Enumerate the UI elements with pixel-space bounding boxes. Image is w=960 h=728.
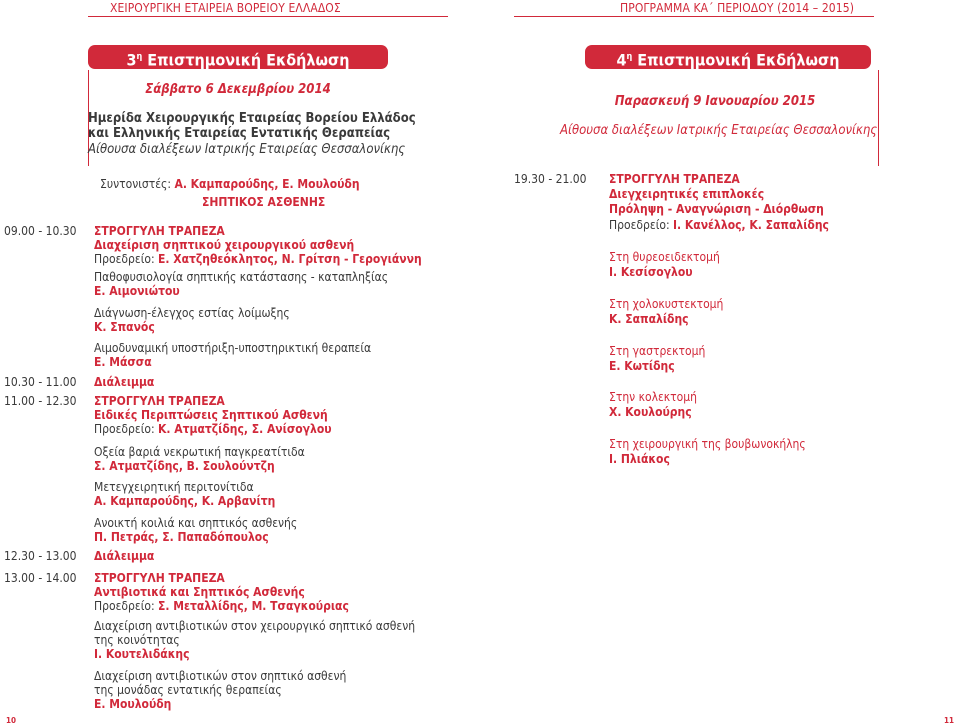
event-subtitle-line2: και Ελληνικής Εταιρείας Εντατικής Θεραπείας [88, 126, 391, 141]
chairs-line [94, 422, 332, 436]
talk-speaker: Ε. Μάσσα [94, 355, 152, 369]
talk-title-continued: της κοινότητας [94, 633, 180, 647]
right-vertical-rule [878, 70, 879, 166]
page-number-right: 11 [944, 716, 955, 725]
break-label: Διάλειμμα [94, 375, 155, 389]
talk-title: Στη θυρεοειδεκτομή [609, 250, 720, 264]
talk-speaker: Ι. Πλιάκος [609, 452, 670, 466]
talk-title: Στη γαστρεκτομή [609, 344, 706, 358]
event-title: Επιστημονική Εκδήλωση [142, 50, 350, 70]
coordinators-names: Α. Καμπαρούδης, Ε. Μουλούδη [174, 177, 360, 191]
talk-title: Αιμοδυναμική υποστήριξη-υποστηρικτική θεραπεία [94, 341, 372, 355]
section-title: ΣΗΠΤΙΚΟΣ ΑΣΘΕΝΗΣ [202, 195, 326, 209]
session-time: 19.30 - 21.00 [514, 172, 587, 186]
event-venue-left: Αίθουσα διαλέξεων Ιατρικής Εταιρείας Θεσσαλονίκης [88, 142, 406, 157]
session-subtitle: Ειδικές Περιπτώσεις Σηπτικού Ασθενή [94, 408, 328, 422]
talk-title: Διάγνωση-έλεγχος εστίας λοίμωξης [94, 306, 290, 320]
talk-title: Διαχείριση αντιβιοτικών στον σηπτικό ασθενή [94, 669, 347, 683]
chairs-names: Ι. Κανέλλος, Κ. Σαπαλίδης [673, 218, 829, 232]
session-heading: ΣΤΡΟΓΓΥΛΗ ΤΡΑΠΕΖΑ [94, 224, 225, 238]
talk-speaker: Κ. Σπανός [94, 320, 155, 334]
coordinators-label: Συντονιστές: [100, 177, 175, 191]
header-rule-left [88, 16, 448, 17]
chairs-label: Προεδρείο: [94, 252, 159, 266]
talk-title: Στη χειρουργική της βουβωνοκήλης [609, 437, 806, 451]
talk-title: Παθοφυσιολογία σηπτικής κατάστασης - καταπληξίας [94, 270, 389, 284]
talk-title: Οξεία βαριά νεκρωτική παγκρεατίτιδα [94, 445, 305, 459]
talk-speaker: Ε. Αιμονιώτου [94, 284, 180, 298]
chairs-line [609, 218, 829, 232]
event-venue-right: Αίθουσα διαλέξεων Ιατρικής Εταιρείας Θεσσαλονίκης [560, 123, 878, 138]
running-header-left: ΧΕΙΡΟΥΡΓΙΚΗ ΕΤΑΙΡΕΙΑ ΒΟΡΕΙΟΥ ΕΛΛΑΔΟΣ [110, 1, 341, 15]
page-number-left: 10 [6, 716, 17, 725]
talk-title: Ανοικτή κοιλιά και σηπτικός ασθενής [94, 516, 298, 530]
session-subtitle-line1: Διεγχειρητικές επιπλοκές [609, 187, 765, 201]
break-label: Διάλειμμα [94, 549, 155, 563]
session-subtitle: Αντιβιοτικά και Σηπτικός Ασθενής [94, 585, 305, 599]
break-time: 12.30 - 13.00 [4, 549, 77, 563]
talk-speaker: Ε. Κωτίδης [609, 359, 675, 373]
talk-title-continued: της μονάδας εντατικής θεραπείας [94, 683, 282, 697]
session-time: 09.00 - 10.30 [4, 224, 77, 238]
talk-speaker: Ι. Κεσίσογλου [609, 265, 693, 279]
talk-speaker: Π. Πετράς, Σ. Παπαδόπουλος [94, 530, 269, 544]
talk-speaker: Κ. Σαπαλίδης [609, 312, 689, 326]
session-time: 11.00 - 12.30 [4, 394, 77, 408]
header-rule-right [514, 16, 874, 17]
session-heading: ΣΤΡΟΓΓΥΛΗ ΤΡΑΠΕΖΑ [609, 172, 740, 186]
talk-speaker: Σ. Ατματζίδης, Β. Σουλούντζη [94, 459, 275, 473]
event-number: 4 [616, 50, 627, 70]
talk-speaker: Α. Καμπαρούδης, Κ. Αρβανίτη [94, 494, 276, 508]
talk-speaker: Χ. Κουλούρης [609, 405, 692, 419]
chairs-names: Κ. Ατματζίδης, Σ. Ανίσογλου [158, 422, 332, 436]
talk-title: Στη χολοκυστεκτομή [609, 297, 724, 311]
coordinators-line [100, 177, 360, 191]
event-title-pill-left [88, 45, 388, 69]
event-subtitle-line1: Ημερίδα Χειρουργικής Εταιρείας Βορείου Ελλάδος [88, 111, 416, 126]
talk-title: Διαχείριση αντιβιοτικών στον χειρουργικό σηπτικό ασθενή [94, 619, 416, 633]
talk-speaker: Ι. Κουτελιδάκης [94, 647, 190, 661]
chairs-line [94, 599, 349, 613]
event-number-suffix: η [136, 52, 143, 62]
event-title-pill-right [585, 45, 871, 69]
chairs-label: Προεδρείο: [94, 599, 159, 613]
chairs-line [94, 252, 422, 266]
running-header-right: ΠΡΟΓΡΑΜΜΑ ΚΑ΄ ΠΕΡΙΟΔΟΥ (2014 – 2015) [620, 1, 855, 15]
event-number: 3 [126, 50, 137, 70]
session-heading: ΣΤΡΟΓΓΥΛΗ ΤΡΑΠΕΖΑ [94, 394, 225, 408]
session-heading: ΣΤΡΟΓΓΥΛΗ ΤΡΑΠΕΖΑ [94, 571, 225, 585]
chairs-label: Προεδρείο: [609, 218, 674, 232]
chairs-names: Ε. Χατζηθεόκλητος, Ν. Γρίτση - Γερογιάννη [158, 252, 422, 266]
talk-title: Στην κολεκτομή [609, 390, 697, 404]
talk-speaker: Ε. Μουλούδη [94, 697, 172, 711]
chairs-names: Σ. Μεταλλίδης, Μ. Τσαγκούριας [158, 599, 349, 613]
event-number-suffix: η [626, 52, 633, 62]
break-time: 10.30 - 11.00 [4, 375, 77, 389]
chairs-label: Προεδρείο: [94, 422, 159, 436]
session-time: 13.00 - 14.00 [4, 571, 77, 585]
event-date-left: Σάββατο 6 Δεκεμβρίου 2014 [145, 82, 331, 97]
session-subtitle-line2: Πρόληψη - Αναγνώριση - Διόρθωση [609, 202, 824, 216]
session-subtitle: Διαχείριση σηπτικού χειρουργικού ασθενή [94, 238, 355, 252]
talk-title: Μετεγχειρητική περιτονίτιδα [94, 480, 254, 494]
event-date-right: Παρασκευή 9 Ιανουαρίου 2015 [614, 94, 816, 109]
event-title: Επιστημονική Εκδήλωση [632, 50, 840, 70]
